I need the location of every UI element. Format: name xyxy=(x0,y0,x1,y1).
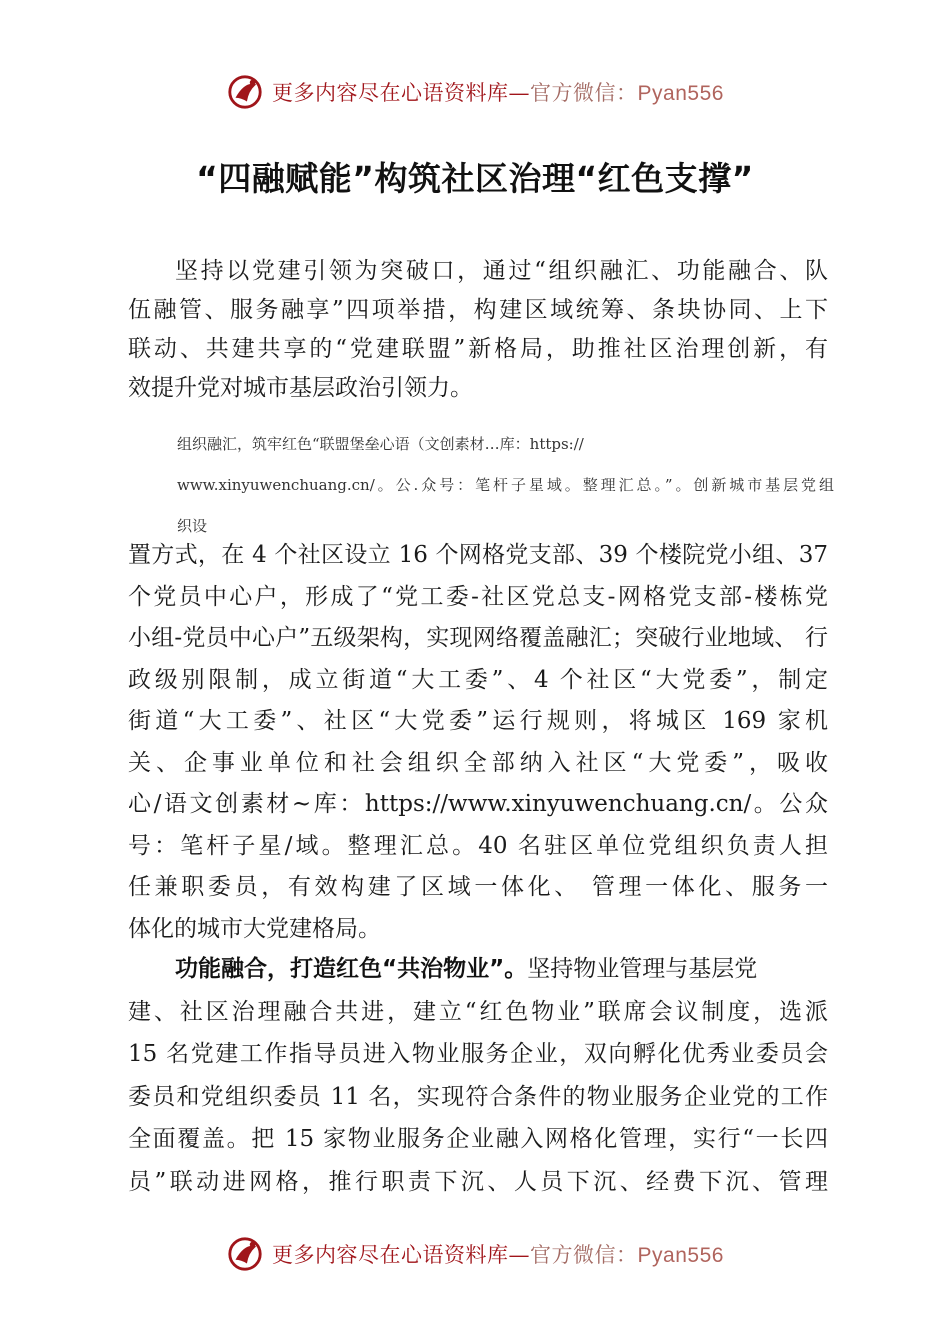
section1-line: 心/语文创素材~库：https://www.xinyuwenchuang.cn/。公众 xyxy=(128,791,828,817)
document-title: “四融赋能”构筑社区治理“红色支撑” xyxy=(196,159,754,198)
section1-line: 关、企事业单位和社会组织全部纳入社区“大党委”，吸收 xyxy=(128,749,828,776)
section1-line: 置方式，在 4 个社区设立 16 个网格党支部、39 个楼院党小组、37 xyxy=(128,542,828,568)
section2-line: 员”联动进网格，推行职责下沉、人员下沉、经费下沉、管理 xyxy=(128,1168,828,1195)
footer-banner-dash: — xyxy=(508,1243,531,1267)
brand-logo-icon xyxy=(226,73,264,111)
intro-line: 联动、共建共享的“党建联盟”新格局，助推社区治理创新，有 xyxy=(128,336,828,362)
footer-banner xyxy=(0,1232,950,1276)
header-banner-main: 更多内容尽在心语资料库 xyxy=(272,81,509,105)
section2-line: 15 名党建工作指导员进入物业服务企业，双向孵化优秀业委员会 xyxy=(128,1041,828,1067)
intro-line: 坚持以党建引领为突破口，通过“组织融汇、功能融合、队 xyxy=(175,258,828,284)
header-banner-wechat: 官方微信： xyxy=(530,81,638,105)
section1-line: 体化的城市大党建格局。 xyxy=(128,915,381,942)
intro-line: 效提升党对城市基层政治引领力。 xyxy=(128,375,473,401)
section1-line: 街道“大工委”、社区“大党委”运行规则，将城区 169 家机 xyxy=(128,708,828,734)
section2-paragraph xyxy=(128,948,828,1203)
brand-logo-icon xyxy=(226,1235,264,1273)
footer-banner-id: Pyan556 xyxy=(637,1244,724,1267)
section1-line: 号：笔杆子星/域。整理汇总。40 名驻区单位党组织负责人担 xyxy=(128,832,828,859)
section1-line: 个党员中心户，形成了“党工委-社区党总支-网格党支部-楼栋党 xyxy=(128,583,828,610)
section2-first-line xyxy=(128,948,828,991)
header-banner-text xyxy=(272,77,724,107)
header-banner xyxy=(0,70,950,114)
small-print-block xyxy=(177,424,834,547)
header-banner-dash: — xyxy=(508,81,531,105)
footer-banner-text xyxy=(272,1239,724,1269)
section2-line: 全面覆盖。把 15 家物业服务企业融入网格化管理，实行“一长四 xyxy=(128,1126,828,1152)
header-banner-id: Pyan556 xyxy=(637,82,724,105)
footer-banner-wechat: 官方微信： xyxy=(530,1243,638,1267)
section1-line: 任兼职委员，有效构建了区域一体化、 管理一体化、服务一 xyxy=(128,874,828,900)
small-print-line: 织设 xyxy=(177,517,208,535)
section2-first-rest: 坚持物业管理与基层党 xyxy=(527,956,758,982)
small-print-line: 组织融汇，筑牢红色“联盟堡垒心语（文创素材…库：https:// xyxy=(177,435,584,453)
section2-lead: 功能融合，打造红色“共治物业”。 xyxy=(175,956,528,982)
intro-paragraph xyxy=(128,252,828,408)
section2-line: 委员和党组织委员 11 名，实现符合条件的物业服务企业党的工作 xyxy=(128,1083,828,1110)
intro-line: 伍融管、服务融享”四项举措，构建区域统筹、条块协同、上下 xyxy=(128,297,828,323)
section1-paragraph xyxy=(128,535,828,950)
footer-banner-main: 更多内容尽在心语资料库 xyxy=(272,1243,509,1267)
section1-line: 小组-党员中心户”五级架构，实现网络覆盖融汇；突破行业地域、 行 xyxy=(128,625,828,651)
small-print-line: www.xinyuwenchuang.cn/。公.众号：笔杆子星域。整理汇总。”。创新城市基层党组 xyxy=(177,476,834,494)
section1-line: 政级别限制，成立街道“大工委”、4 个社区“大党委”，制定 xyxy=(128,666,828,693)
section2-line: 建、社区治理融合共进，建立“红色物业”联席会议制度，选派 xyxy=(128,998,828,1025)
